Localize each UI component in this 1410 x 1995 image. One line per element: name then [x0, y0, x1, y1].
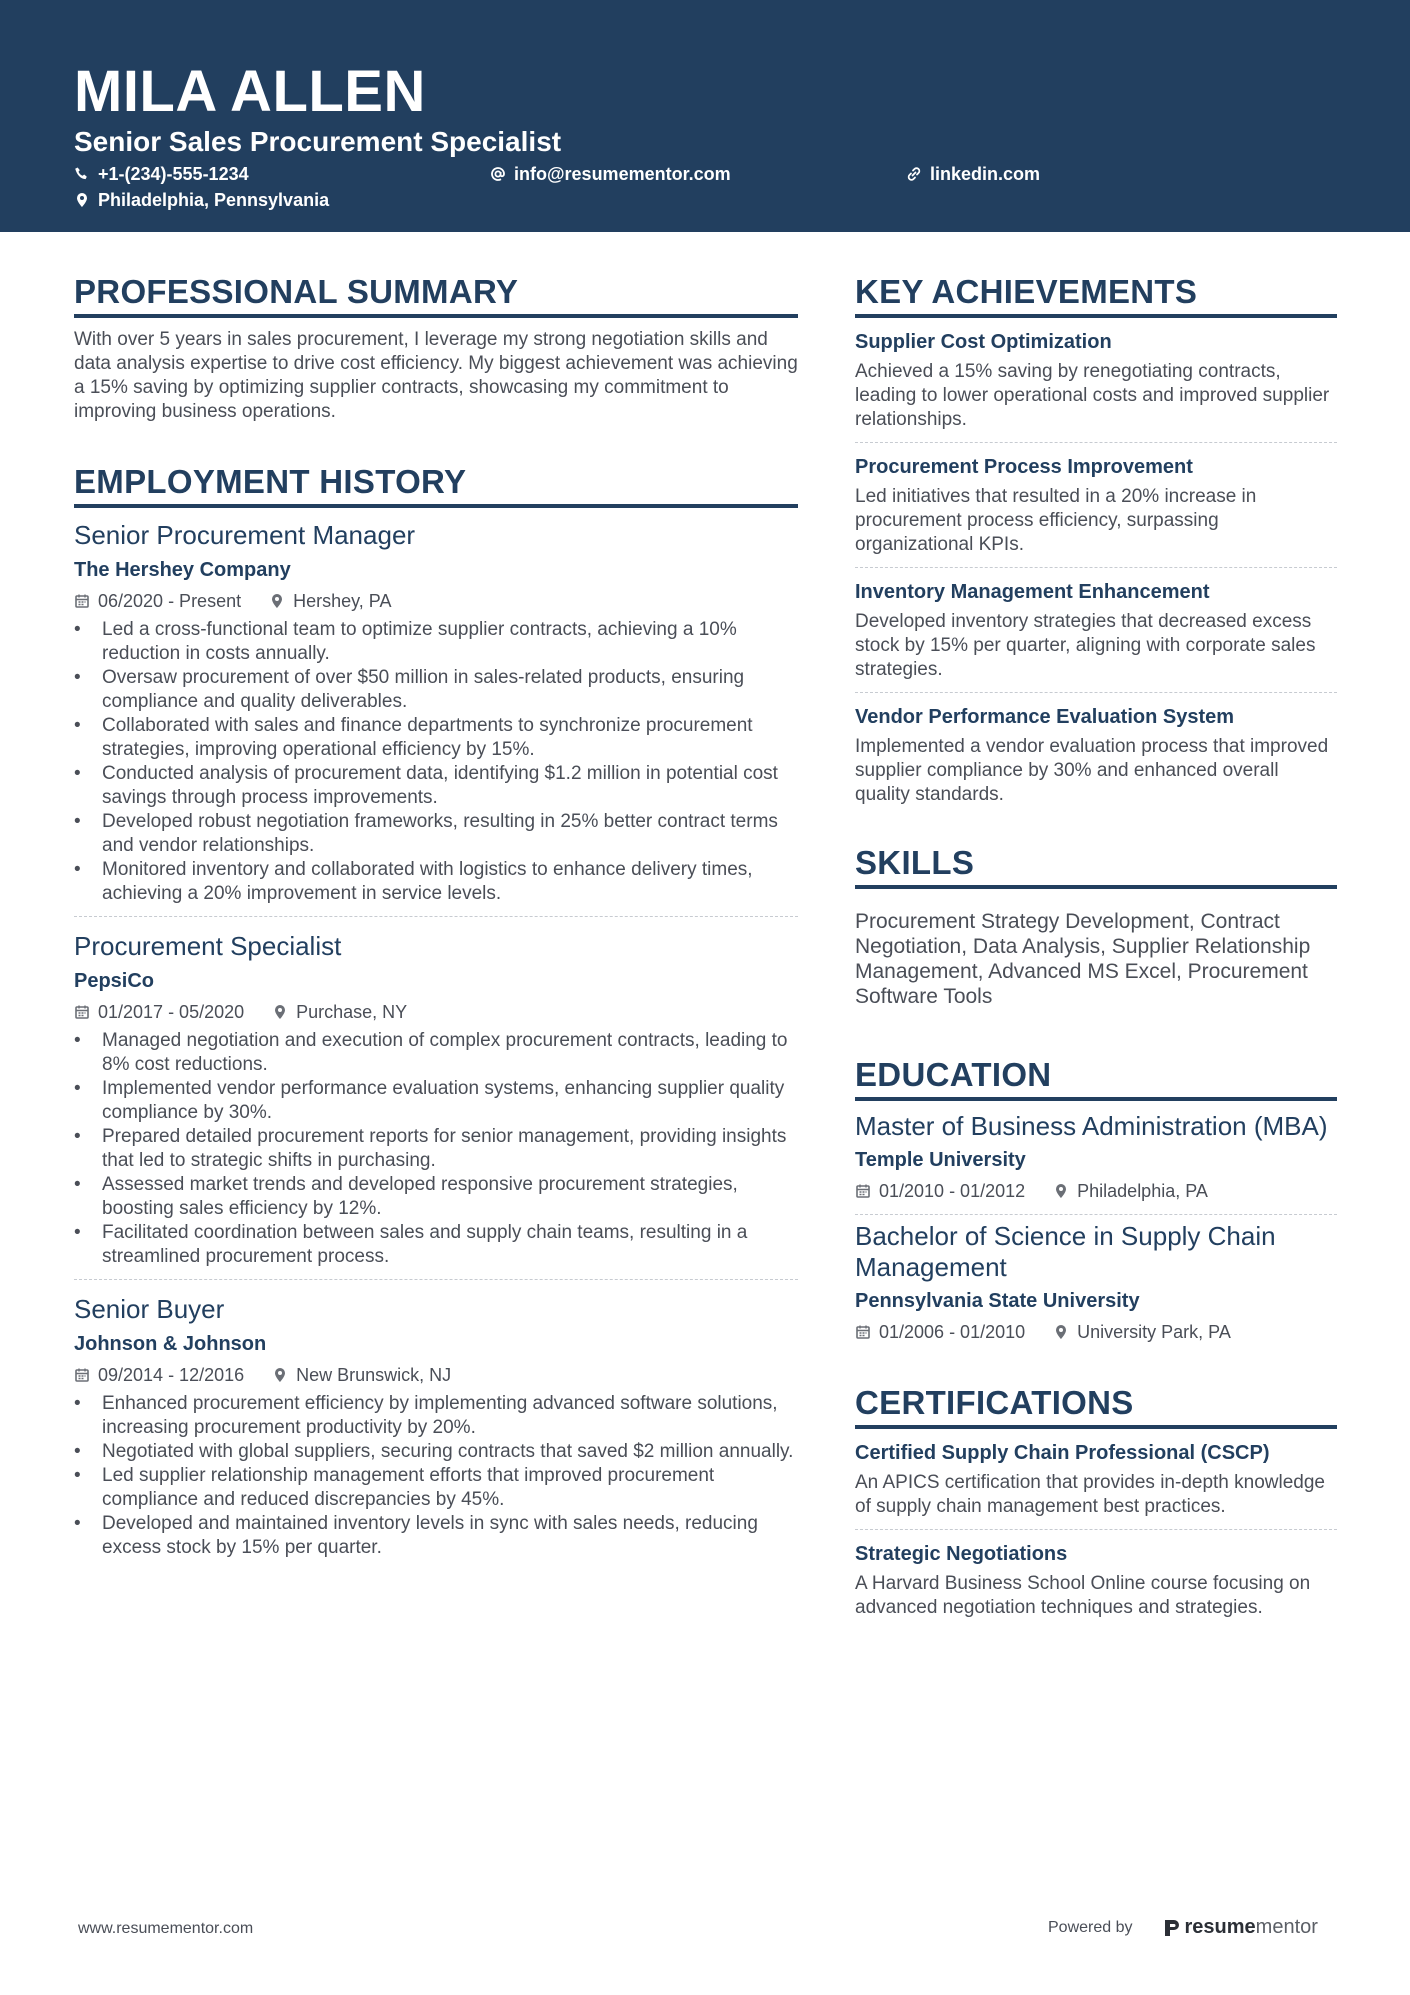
location-pin-icon: [1053, 1324, 1069, 1340]
education-degree: Bachelor of Science in Supply Chain Management: [855, 1221, 1276, 1282]
location-text: Philadelphia, Pennsylvania: [98, 190, 330, 210]
job-title: Senior Buyer: [74, 1294, 225, 1324]
divider: [855, 442, 1337, 443]
achievement-desc: Achieved a 15% saving by renegotiating contracts, leading to lower operational costs and improved supplier relationships.: [855, 361, 1330, 430]
contact-website: [906, 162, 1040, 186]
calendar-icon: [855, 1183, 871, 1199]
location-pin-icon: [269, 593, 285, 609]
divider: [855, 1214, 1337, 1215]
location-pin-icon: [74, 192, 90, 208]
contact-location: [74, 188, 329, 212]
contact-email: [490, 162, 731, 186]
education-meta: [855, 1319, 1337, 1345]
job-bullet: • Facilitated coordination between sales and supply chain teams, resulting in a streamlined procurement process.: [74, 1221, 798, 1269]
job-bullet: • Led supplier relationship management efforts that improved procurement compliance and reduced discrepancies by 45%.: [74, 1464, 798, 1512]
calendar-icon: [74, 1367, 90, 1383]
calendar-icon: [74, 593, 90, 609]
certification-item: [855, 1439, 1337, 1530]
certification-item: [855, 1540, 1337, 1620]
brand-logo[interactable]: [1163, 1916, 1318, 1939]
candidate-role: Senior Sales Procurement Specialist: [74, 126, 562, 157]
job-title: Senior Procurement Manager: [74, 520, 416, 550]
calendar-icon: [74, 1004, 90, 1020]
skills-heading: SKILLS: [855, 843, 1337, 889]
job-bullet: • Collaborated with sales and finance departments to synchronize procurement strategies, improving operational efficiency by 15%.: [74, 714, 798, 762]
education-dates: 01/2006 - 01/2010: [879, 1322, 1026, 1342]
job-bullet: • Conducted analysis of procurement data, identifying $1.2 million in potential cost savings through process improvements.: [74, 762, 798, 810]
brand-name-bold: resume: [1184, 1916, 1256, 1938]
job-dates: 01/2017 - 05/2020: [98, 1002, 245, 1022]
job-location: Purchase, NY: [296, 1002, 408, 1022]
divider: [855, 692, 1337, 693]
education-item: [855, 1221, 1337, 1345]
job-bullets: [74, 618, 798, 906]
powered-by-label: Powered by: [1048, 1918, 1133, 1936]
achievement-item: [855, 578, 1337, 693]
calendar-icon: [855, 1324, 871, 1340]
certification-title: Certified Supply Chain Professional (CSCP): [855, 1442, 1270, 1464]
location-pin-icon: [272, 1004, 288, 1020]
job-company: PepsiCo: [74, 970, 155, 992]
certification-desc: A Harvard Business School Online course focusing on advanced negotiation techniques and strategies.: [855, 1573, 1311, 1618]
brand-mark-icon: [1163, 1918, 1181, 1938]
job-title: Procurement Specialist: [74, 931, 342, 961]
job-bullet: • Oversaw procurement of over $50 million in sales-related products, ensuring compliance and quality deliverables.: [74, 666, 798, 714]
website-text: linkedin.com: [930, 164, 1041, 184]
divider: [855, 567, 1337, 568]
achievement-desc: Developed inventory strategies that decreased excess stock by 15% per quarter, aligning with corporate sales strategies.: [855, 611, 1316, 680]
certification-title: Strategic Negotiations: [855, 1543, 1068, 1565]
achievement-item: [855, 453, 1337, 568]
education-heading: EDUCATION: [855, 1055, 1337, 1101]
resume-header: [0, 0, 1410, 232]
achievements-heading: KEY ACHIEVEMENTS: [855, 272, 1337, 318]
job-meta: [74, 1362, 798, 1388]
divider: [855, 1529, 1337, 1530]
right-column: [855, 272, 1337, 1620]
achievement-desc: Led initiatives that resulted in a 20% increase in procurement process efficiency, surpassing organizational KPIs.: [855, 486, 1257, 555]
job-bullet: • Managed negotiation and execution of complex procurement contracts, leading to 8% cost reductions.: [74, 1029, 798, 1077]
footer-site-link[interactable]: www.resumementor.com: [78, 1920, 254, 1937]
education-school: Pennsylvania State University: [855, 1290, 1140, 1312]
certification-desc: An APICS certification that provides in-depth knowledge of supply chain management best practices.: [855, 1472, 1325, 1517]
achievement-title: Inventory Management Enhancement: [855, 581, 1210, 603]
job-dates: 06/2020 - Present: [98, 591, 242, 611]
job-bullet: • Developed and maintained inventory levels in sync with sales needs, reducing excess stock by 15% per quarter.: [74, 1512, 798, 1560]
location-pin-icon: [272, 1367, 288, 1383]
job-bullet: • Monitored inventory and collaborated with logistics to enhance delivery times, achieving a 20% improvement in service levels.: [74, 858, 798, 906]
job-location: New Brunswick, NJ: [296, 1365, 452, 1385]
job-location: Hershey, PA: [293, 591, 392, 611]
divider: [74, 916, 798, 917]
contact-phone: [74, 162, 249, 186]
job-company: The Hershey Company: [74, 559, 291, 581]
education-location: Philadelphia, PA: [1077, 1181, 1208, 1201]
left-column: [74, 272, 798, 1560]
summary-text: With over 5 years in sales procurement, I leverage my strong negotiation skills and data analysis expertise to drive cost efficiency. My biggest achievement was achieving a 15% saving by optimizing supplier contracts, showcasing my commitment to improving business operations.: [74, 329, 798, 422]
education-dates: 01/2010 - 01/2012: [879, 1181, 1026, 1201]
education-degree: Master of Business Administration (MBA): [855, 1111, 1328, 1141]
job-bullet: • Enhanced procurement efficiency by implementing advanced software solutions, increasing procurement productivity by 20%.: [74, 1392, 798, 1440]
education-school: Temple University: [855, 1149, 1026, 1171]
candidate-name: MILA ALLEN: [74, 59, 426, 124]
brand-name-light: mentor: [1255, 1916, 1318, 1938]
achievement-title: Supplier Cost Optimization: [855, 331, 1112, 353]
footer-powered-by: [1048, 1916, 1318, 1939]
divider: [74, 1279, 798, 1280]
job-bullet: • Implemented vendor performance evaluation systems, enhancing supplier quality compliance by 30%.: [74, 1077, 798, 1125]
achievement-title: Vendor Performance Evaluation System: [855, 706, 1235, 728]
achievement-item: [855, 703, 1337, 807]
job-entry: [74, 1292, 798, 1560]
achievement-item: [855, 328, 1337, 443]
achievement-desc: Implemented a vendor evaluation process that improved supplier compliance by 30% and enhanced overall quality standards.: [855, 736, 1329, 805]
job-meta: [74, 999, 798, 1025]
location-pin-icon: [1053, 1183, 1069, 1199]
job-entry: [74, 929, 798, 1280]
job-bullet: • Negotiated with global suppliers, securing contracts that saved $2 million annually.: [74, 1440, 798, 1464]
at-icon: [490, 166, 506, 182]
job-bullets: [74, 1392, 798, 1560]
job-meta: [74, 588, 798, 614]
skills-text: Procurement Strategy Development, Contract Negotiation, Data Analysis, Supplier Relationship Management, Advanced MS Excel, Procurement Software Tools: [855, 910, 1311, 1008]
certifications-heading: CERTIFICATIONS: [855, 1383, 1337, 1429]
employment-heading: EMPLOYMENT HISTORY: [74, 462, 798, 508]
achievement-title: Procurement Process Improvement: [855, 456, 1193, 478]
job-bullet: • Developed robust negotiation frameworks, resulting in 25% better contract terms and vendor relationships.: [74, 810, 798, 858]
phone-icon: [74, 166, 90, 182]
job-entry: [74, 518, 798, 917]
job-bullet: • Led a cross-functional team to optimize supplier contracts, achieving a 10% reduction in costs annually.: [74, 618, 798, 666]
job-bullets: [74, 1029, 798, 1269]
link-icon: [906, 166, 922, 182]
education-item: [855, 1111, 1337, 1215]
job-bullet: • Assessed market trends and developed responsive procurement strategies, boosting sales efficiency by 12%.: [74, 1173, 798, 1221]
job-dates: 09/2014 - 12/2016: [98, 1365, 245, 1385]
job-company: Johnson & Johnson: [74, 1333, 267, 1355]
education-meta: [855, 1178, 1337, 1204]
summary-heading: PROFESSIONAL SUMMARY: [74, 272, 798, 318]
job-bullet: • Prepared detailed procurement reports for senior management, providing insights that led to strategic shifts in purchasing.: [74, 1125, 798, 1173]
education-location: University Park, PA: [1077, 1322, 1231, 1342]
phone-text: +1-(234)-555-1234: [98, 164, 249, 184]
email-text: info@resumementor.com: [514, 164, 731, 184]
